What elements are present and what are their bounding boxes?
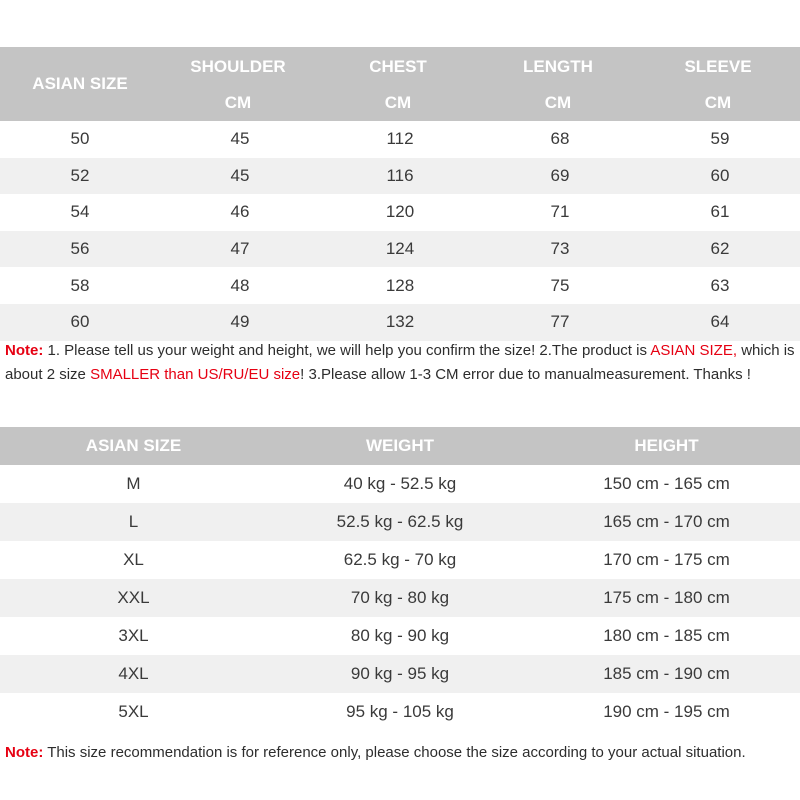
cell-height: 165 cm - 170 cm [603, 512, 730, 531]
header-shoulder-unit: CM [224, 93, 252, 112]
cell-asian-size: 3XL [118, 626, 149, 645]
cell-asian-size: M [126, 474, 141, 493]
header-sleeve: SLEEVE [684, 57, 752, 76]
cell-weight: 95 kg - 105 kg [346, 702, 454, 721]
cell-shoulder: 45 [230, 165, 250, 185]
cell-chest: 116 [386, 165, 414, 185]
note-label: Note: [5, 342, 44, 359]
cell-sleeve: 61 [710, 202, 730, 222]
note-highlight-asian-size: ASIAN SIZE, [650, 342, 738, 359]
note-text: ! 3.Please allow 1-3 CM error due to manualmeasurement. Thanks ! [300, 365, 751, 383]
cell-shoulder: 45 [230, 129, 250, 149]
table-row [0, 231, 800, 268]
note-highlight-smaller: SMALLER than US/RU/EU size [90, 365, 301, 383]
table-row [0, 541, 800, 579]
cell-asian-size: 52 [70, 165, 90, 185]
note-text: This size recommendation is for reference only, please choose the size according to your actual situation. [43, 744, 746, 761]
cell-weight: 80 kg - 90 kg [350, 626, 450, 645]
cell-height: 190 cm - 195 cm [603, 702, 730, 721]
cell-weight: 52.5 kg - 62.5 kg [336, 512, 464, 531]
table-row [0, 121, 800, 158]
note-disclaimer [5, 741, 795, 765]
cell-length: 77 [550, 312, 570, 332]
note-label: Note: [5, 744, 44, 761]
cell-asian-size: L [128, 512, 139, 531]
note-size-info [5, 339, 795, 386]
cell-weight: 40 kg - 52.5 kg [343, 474, 457, 493]
cell-sleeve: 59 [710, 129, 730, 149]
cell-chest: 112 [386, 129, 414, 149]
cell-chest: 128 [385, 275, 415, 295]
cell-asian-size: 4XL [118, 664, 149, 683]
cell-asian-size: 50 [70, 129, 90, 149]
recommendation-header [0, 427, 800, 465]
header-shoulder: SHOULDER [190, 57, 286, 76]
header-sleeve-unit: CM [704, 93, 732, 112]
table-row [0, 304, 800, 341]
note-text: which is about 2 size [5, 342, 795, 383]
cell-length: 75 [550, 275, 570, 295]
header-chest-unit: CM [384, 93, 412, 112]
cell-length: 68 [550, 129, 570, 149]
cell-weight: 70 kg - 80 kg [350, 588, 450, 607]
cell-shoulder: 48 [230, 275, 250, 295]
cell-chest: 132 [385, 312, 415, 332]
cell-height: 170 cm - 175 cm [603, 550, 730, 569]
cell-chest: 124 [385, 239, 415, 259]
cell-shoulder: 46 [230, 202, 250, 222]
header-chest: CHEST [369, 57, 427, 76]
header-asian-size: ASIAN SIZE [32, 74, 128, 93]
cell-asian-size: XL [123, 550, 144, 569]
cell-asian-size: 58 [70, 275, 90, 295]
table-row [0, 158, 800, 195]
cell-asian-size: 60 [70, 312, 90, 332]
cell-length: 69 [550, 165, 570, 185]
cell-height: 175 cm - 180 cm [603, 588, 730, 607]
cell-asian-size: 5XL [118, 702, 149, 721]
cell-sleeve: 60 [710, 165, 730, 185]
cell-sleeve: 63 [710, 275, 730, 295]
table-row [0, 655, 800, 693]
header-asian-size: ASIAN SIZE [85, 436, 182, 455]
table-row [0, 194, 800, 231]
cell-weight: 90 kg - 95 kg [350, 664, 450, 683]
header-length: LENGTH [523, 57, 593, 76]
header-height: HEIGHT [634, 436, 699, 455]
header-weight: WEIGHT [366, 436, 434, 455]
table-row [0, 503, 800, 541]
cell-sleeve: 62 [710, 239, 730, 259]
cell-asian-size: 56 [70, 239, 90, 259]
cell-weight: 62.5 kg - 70 kg [343, 550, 457, 569]
table-row [0, 579, 800, 617]
cell-asian-size: 54 [70, 202, 90, 222]
table-row [0, 267, 800, 304]
cell-length: 71 [550, 202, 570, 222]
cell-height: 185 cm - 190 cm [603, 664, 730, 683]
table-row [0, 465, 800, 503]
table-row [0, 693, 800, 731]
cell-length: 73 [550, 239, 570, 259]
cell-height: 180 cm - 185 cm [603, 626, 730, 645]
cell-asian-size: XXL [117, 588, 150, 607]
cell-sleeve: 64 [710, 312, 730, 332]
table-row [0, 617, 800, 655]
cell-chest: 120 [385, 202, 415, 222]
cell-height: 150 cm - 165 cm [603, 474, 730, 493]
cell-shoulder: 49 [230, 312, 250, 332]
cell-shoulder: 47 [230, 239, 250, 259]
note-text: 1. Please tell us your weight and height, we will help you confirm the size! 2.The product is [43, 342, 651, 359]
header-length-unit: CM [544, 93, 572, 112]
